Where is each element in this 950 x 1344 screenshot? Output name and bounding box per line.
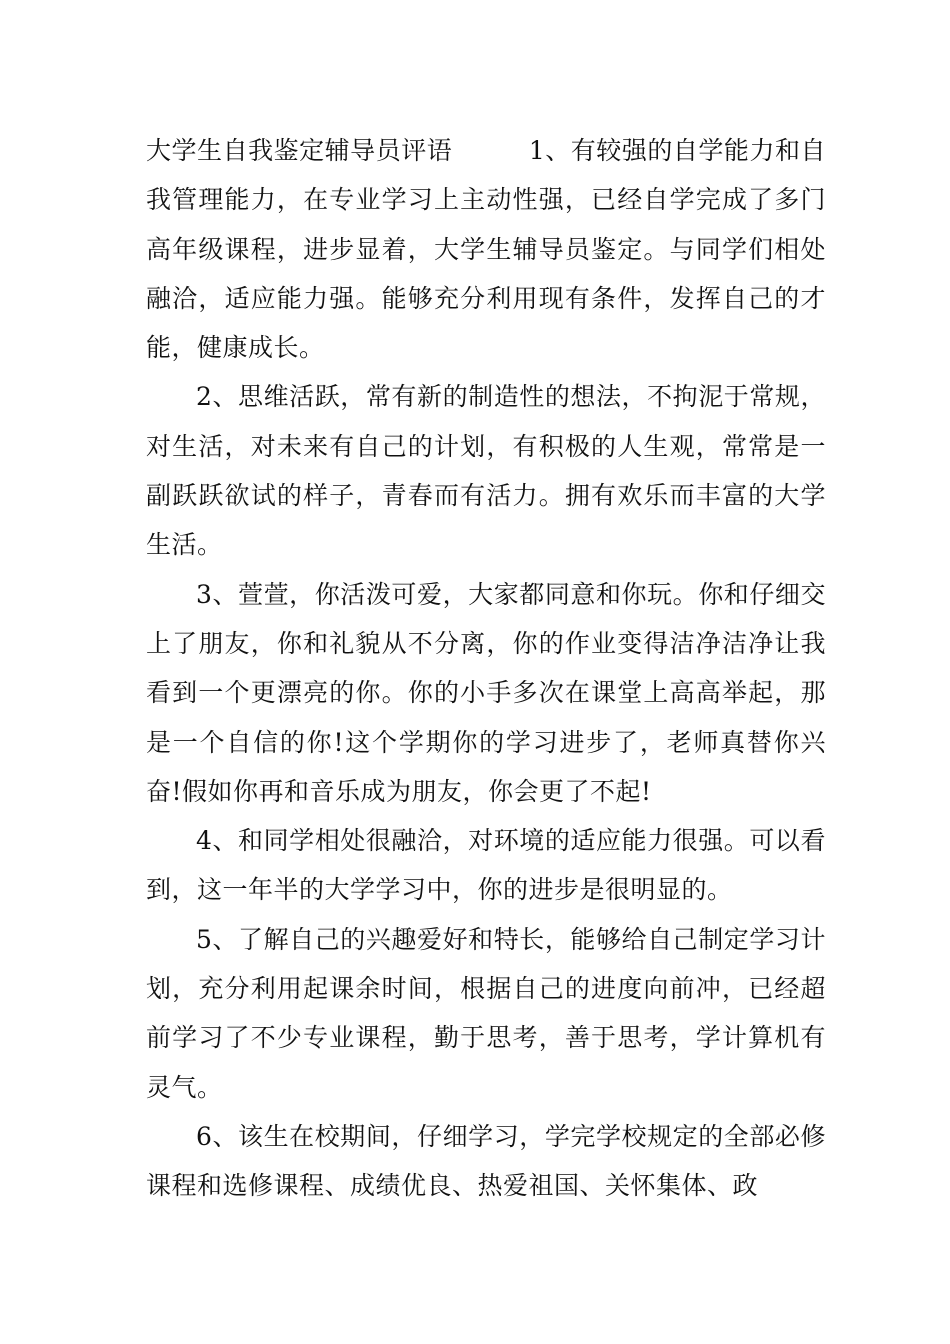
paragraph-5: 5、了解自己的兴趣爱好和特长，能够给自己制定学习计划，充分利用起课余时间，根据自己的进度向前冲，已经超前学习了不少专业课程，勤于思考，善于思考，学计算机有灵气。 xyxy=(146,924,826,1102)
document-body xyxy=(146,126,826,1211)
paragraph-1: 大学生自我鉴定辅导员评语 1、有较强的自学能力和自我管理能力，在专业学习上主动性强，已经自学完成了多门高年级课程，进步显着，大学生辅导员鉴定。与同学们相处融洽，适应能力强。能够充分利用现有条件，发挥自己的才能，健康成长。 xyxy=(146,136,826,363)
paragraph-4: 4、和同学相处很融洽，对环境的适应能力很强。可以看到，这一年半的大学学习中，你的进步是很明显的。 xyxy=(146,826,826,905)
paragraph-6: 6、该生在校期间，仔细学习，学完学校规定的全部必修课程和选修课程、成绩优良、热爱祖国、关怀集体、政 xyxy=(146,1121,826,1201)
paragraph-2: 2、思维活跃，常有新的制造性的想法，不拘泥于常规，对生活，对未来有自己的计划，有积极的人生观，常常是一副跃跃欲试的样子，青春而有活力。拥有欢乐而丰富的大学生活。 xyxy=(146,382,826,560)
paragraph-3: 3、萱萱，你活泼可爱，大家都同意和你玩。你和仔细交上了朋友，你和礼貌从不分离，你的作业变得洁净洁净让我看到一个更漂亮的你。你的小手多次在课堂上高高举起，那是一个自信的你!这个学期你的学习进步了，老师真替你兴奋!假如你再和音乐成为朋友，你会更了不起! xyxy=(146,579,826,806)
